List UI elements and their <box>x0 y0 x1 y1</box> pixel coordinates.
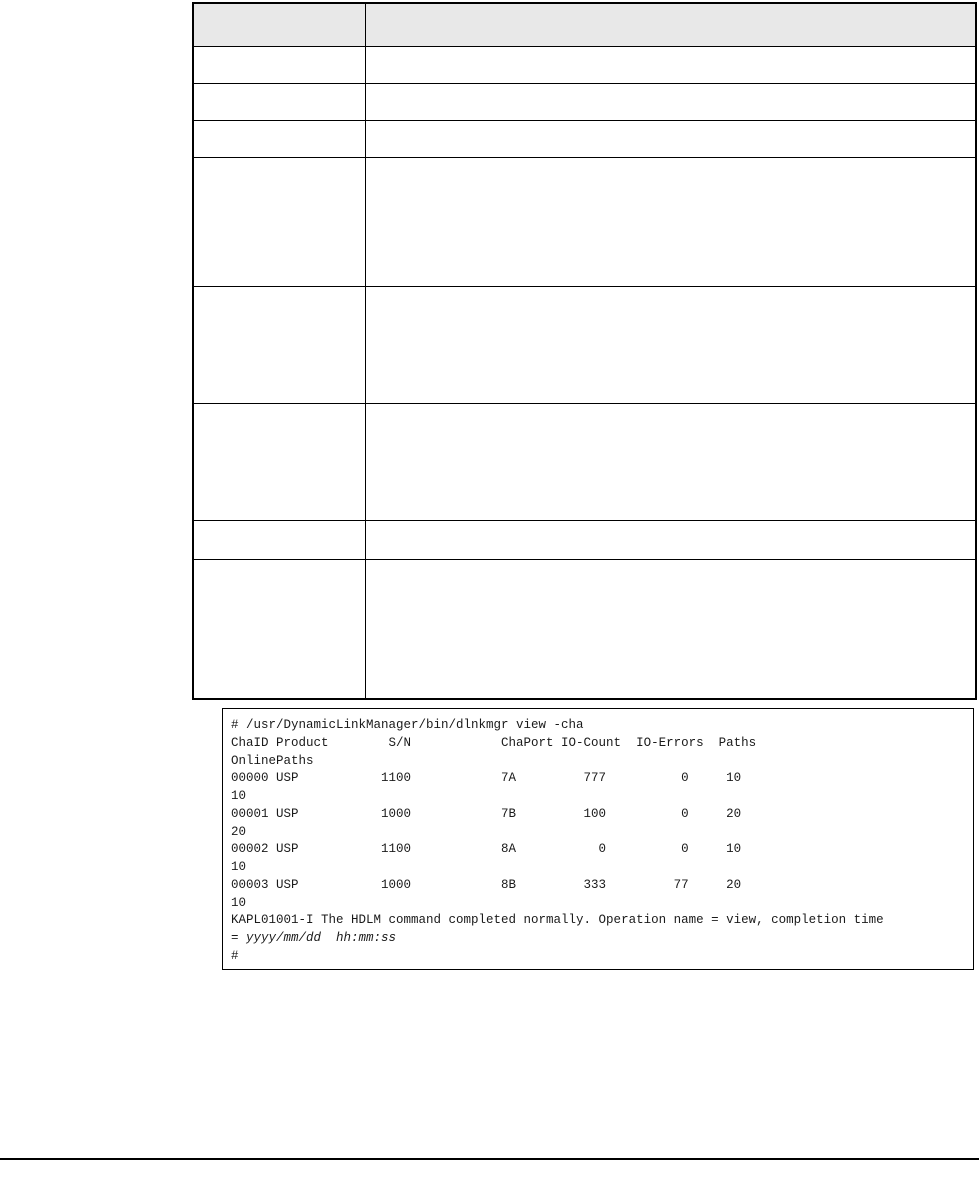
table-header-cell-2 <box>365 3 976 47</box>
console-line-timestamp-prefix: = <box>231 931 247 945</box>
table-cell-value <box>365 404 976 521</box>
table-cell-value <box>365 84 976 121</box>
console-line-prompt: # <box>231 948 239 963</box>
parameter-table <box>192 2 977 700</box>
console-line-header-cont: OnlinePaths <box>231 753 314 768</box>
console-line-header: ChaID Product S/N ChaPort IO-Count IO-Errors Paths <box>231 735 757 750</box>
table-cell-label <box>193 521 365 560</box>
table-row <box>193 47 976 84</box>
table-row <box>193 521 976 560</box>
table-row <box>193 121 976 158</box>
table-cell-label <box>193 287 365 404</box>
table-header-row <box>193 3 976 47</box>
table-cell-label <box>193 560 365 700</box>
console-line-row3: 00002 USP 1100 8A 0 0 10 <box>231 842 742 857</box>
table-row <box>193 560 976 700</box>
console-line-row2-cont: 20 <box>231 824 247 839</box>
command-output-box <box>222 708 974 970</box>
console-line-message: KAPL01001-I The HDLM command completed normally. Operation name = view, completion time <box>231 913 884 928</box>
console-line-row4-cont: 10 <box>231 895 247 910</box>
footer-divider <box>0 1158 979 1160</box>
table-cell-label <box>193 158 365 287</box>
table-row <box>193 287 976 404</box>
table-cell-label <box>193 121 365 158</box>
table-cell-value <box>365 47 976 84</box>
console-line-timestamp: yyyy/mm/dd hh:mm:ss <box>246 931 397 945</box>
console-line-row4: 00003 USP 1000 8B 333 77 20 <box>231 877 742 892</box>
console-line-row1: 00000 USP 1100 7A 777 0 10 <box>231 771 742 786</box>
console-line-row3-cont: 10 <box>231 860 247 874</box>
console-output <box>231 717 967 966</box>
table-cell-value <box>365 287 976 404</box>
table-cell-label <box>193 404 365 521</box>
console-line-command: # /usr/DynamicLinkManager/bin/dlnkmgr view -cha <box>231 718 584 732</box>
console-line-row1-cont: 10 <box>231 789 247 803</box>
table-cell-value <box>365 521 976 560</box>
table-row <box>193 84 976 121</box>
table-cell-value <box>365 158 976 287</box>
table-cell-label <box>193 47 365 84</box>
table-row <box>193 404 976 521</box>
table-cell-value <box>365 121 976 158</box>
table-cell-value <box>365 560 976 700</box>
table-row <box>193 158 976 287</box>
table-header-cell-1 <box>193 3 365 47</box>
console-line-row2: 00001 USP 1000 7B 100 0 20 <box>231 806 742 821</box>
table-cell-label <box>193 84 365 121</box>
